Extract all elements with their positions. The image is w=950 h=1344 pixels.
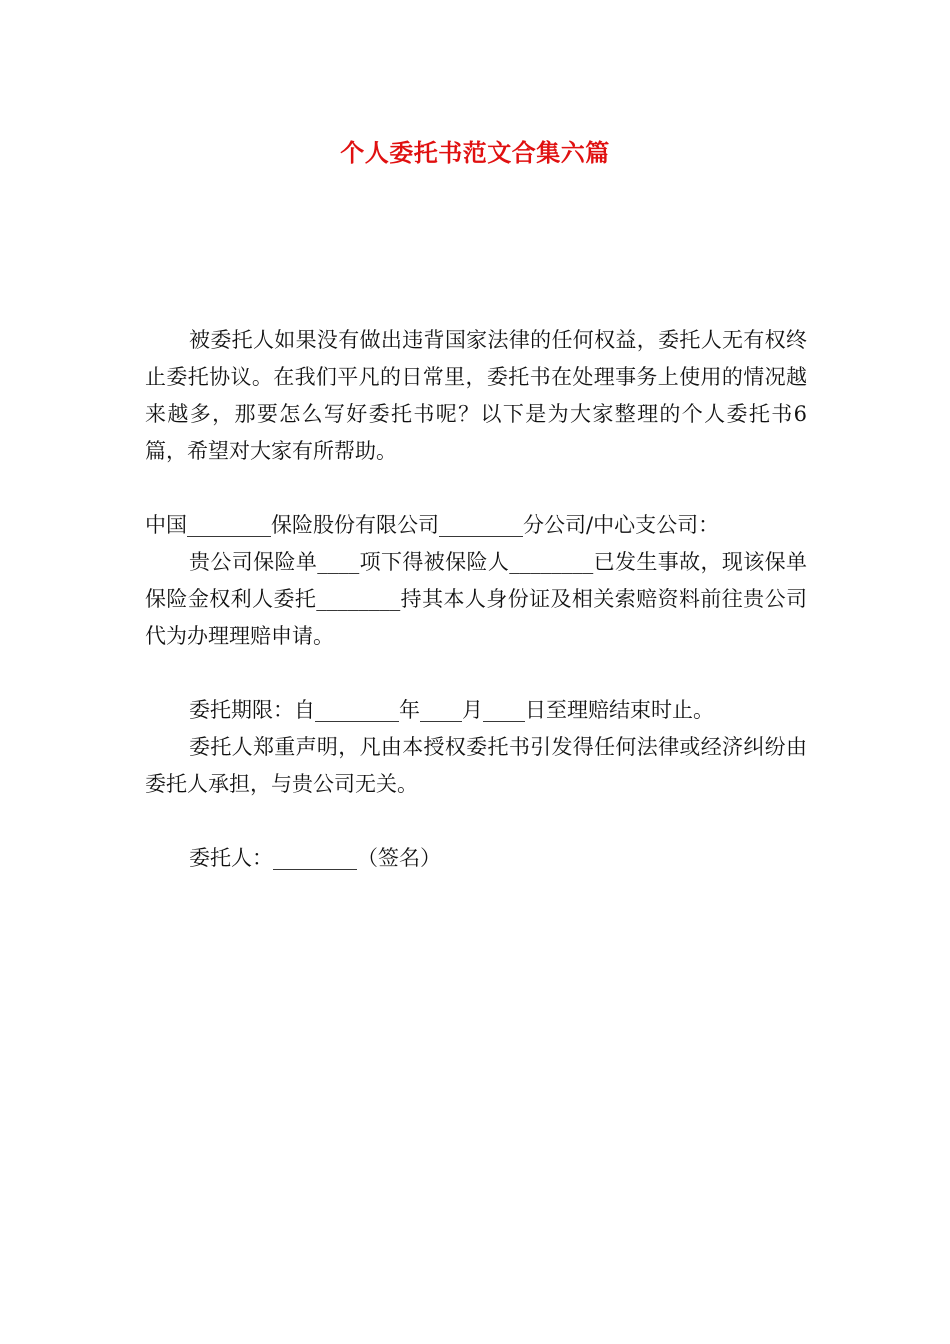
document-body [145, 322, 807, 877]
claim-paragraph: 贵公司保险单____项下得被保险人________已发生事故，现该保单保险金权利人委托________持其本人身份证及相关索赔资料前往贵公司代为办理理赔申请。 [145, 550, 807, 648]
intro-paragraph: 被委托人如果没有做出违背国家法律的任何权益，委托人无有权终止委托协议。在我们平凡的日常里，委托书在处理事务上使用的情况越来越多，那要怎么写好委托书呢？以下是为大家整理的个人委托书6篇，希望对大家有所帮助。 [145, 328, 807, 463]
signature-line: 委托人：________（签名） [189, 846, 441, 870]
term-line: 委托期限：自________年____月____日至理赔结束时止。 [189, 698, 714, 722]
document-title: 个人委托书范文合集六篇 [340, 138, 610, 167]
declaration-paragraph: 委托人郑重声明，凡由本授权委托书引发得任何法律或经济纠纷由委托人承担，与贵公司无关。 [145, 735, 807, 796]
addressee-line: 中国________保险股份有限公司________分公司/中心支公司： [145, 513, 720, 537]
